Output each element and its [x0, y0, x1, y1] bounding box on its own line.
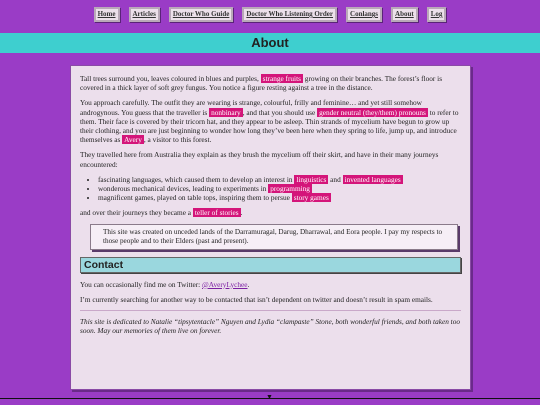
teller-of-stories-link[interactable]: teller of stories — [194, 208, 239, 218]
contact-paragraph-1 — [80, 280, 461, 289]
list-item — [98, 184, 461, 193]
text: , and that you should use — [242, 107, 318, 117]
acknowledgement-of-country: This site was created on unceded lands of the Darramuragal, Darug, Dharrawal, and Eora people. I pay my respects to those people and to their Elders (past and present). — [90, 224, 458, 250]
text: You can occasionally find me on Twitter: — [80, 279, 203, 289]
text: and — [328, 174, 343, 184]
text: magnificent games, played on table tops, inspiring them to persue — [98, 193, 292, 203]
story-games-link[interactable]: story games — [293, 193, 329, 203]
about-paragraph-3: They travelled here from Australia they explain as they brush the mycelium off their skirt, and have in their many journeys encountered: — [80, 150, 439, 169]
text: to refer to them. Their face is covered by their tricorn hat, and they appear to be asleep. Thin strands of mycelium have begun to grow up their clothing, and you are just beginning to wonder how long they’ve been here when they spring to life, jump up, and introduce themselves as — [80, 107, 459, 145]
about-paragraph-2 — [80, 98, 461, 144]
about-paragraph-4 — [80, 208, 461, 217]
text: . — [240, 208, 243, 218]
nav-link-about[interactable]: About — [391, 7, 418, 22]
twitter-link[interactable]: @AveryLychee — [202, 279, 248, 289]
text: and over their journeys they became a — [80, 208, 193, 218]
nav-link-articles[interactable]: Articles — [129, 7, 160, 22]
top-navigation — [0, 7, 540, 22]
list-item — [98, 193, 461, 202]
text: , a visitor to this forest. — [143, 135, 212, 145]
text: You approach carefully. The outfit they are wearing is strange, colourful, frilly and feminine… and yet still somehow androgynous. You guess that the traveller is — [80, 98, 422, 117]
content-panel — [70, 65, 471, 390]
content-body — [80, 74, 461, 341]
contact-heading: Contact — [80, 257, 461, 273]
text: Tall trees surround you, leaves coloured in blues and purples, — [80, 74, 261, 83]
invented-languages-link[interactable]: invented languages — [344, 174, 401, 184]
divider — [80, 310, 461, 311]
text: wonderous mechanical devices, leading to experiments in — [98, 184, 269, 194]
triangle-down-icon: ▼ — [266, 393, 273, 401]
page-title: About — [0, 33, 540, 53]
contact-paragraph-2: I’m currently searching for another way to be contacted that isn’t dependent on twitter and doesn’t result in spam emails. — [80, 294, 433, 304]
text: growing on their branches. The forest’s floor is covered in a thick layer of soft grey fungus. You notice a figure resting against a tree in the distance. — [80, 74, 443, 93]
linguistics-link[interactable]: linguistics — [296, 174, 327, 184]
avery-link[interactable]: Avery — [124, 135, 142, 145]
text: . — [247, 279, 250, 289]
pronouns-link[interactable]: gender neutral (they/them) pronouns — [319, 107, 426, 117]
dedication: This site is dedicated to Natalie “tipsytentacle” Nguyen and Lydia “clampaste” Stone, both wonderful friends, and both taken too soon. May our memories of them live on forever. — [80, 317, 461, 336]
nonbinary-link[interactable]: nonbinary — [211, 107, 241, 117]
text: fascinating languages, which caused them to develop an interest in — [98, 174, 295, 184]
nav-link-conlangs[interactable]: Conlangs — [346, 7, 382, 22]
journeys-list — [80, 175, 461, 203]
strange-fruits-link[interactable]: strange fruits — [262, 74, 301, 83]
nav-link-log[interactable]: Log — [427, 7, 447, 22]
about-paragraph-1 — [80, 74, 461, 92]
nav-link-doctor-who-listening-order[interactable]: Doctor Who Listening Order — [242, 7, 337, 22]
nav-link-home[interactable]: Home — [94, 7, 120, 22]
list-item — [98, 175, 461, 184]
nav-link-doctor-who-guide[interactable]: Doctor Who Guide — [169, 7, 234, 22]
programming-link[interactable]: programming — [270, 184, 310, 194]
